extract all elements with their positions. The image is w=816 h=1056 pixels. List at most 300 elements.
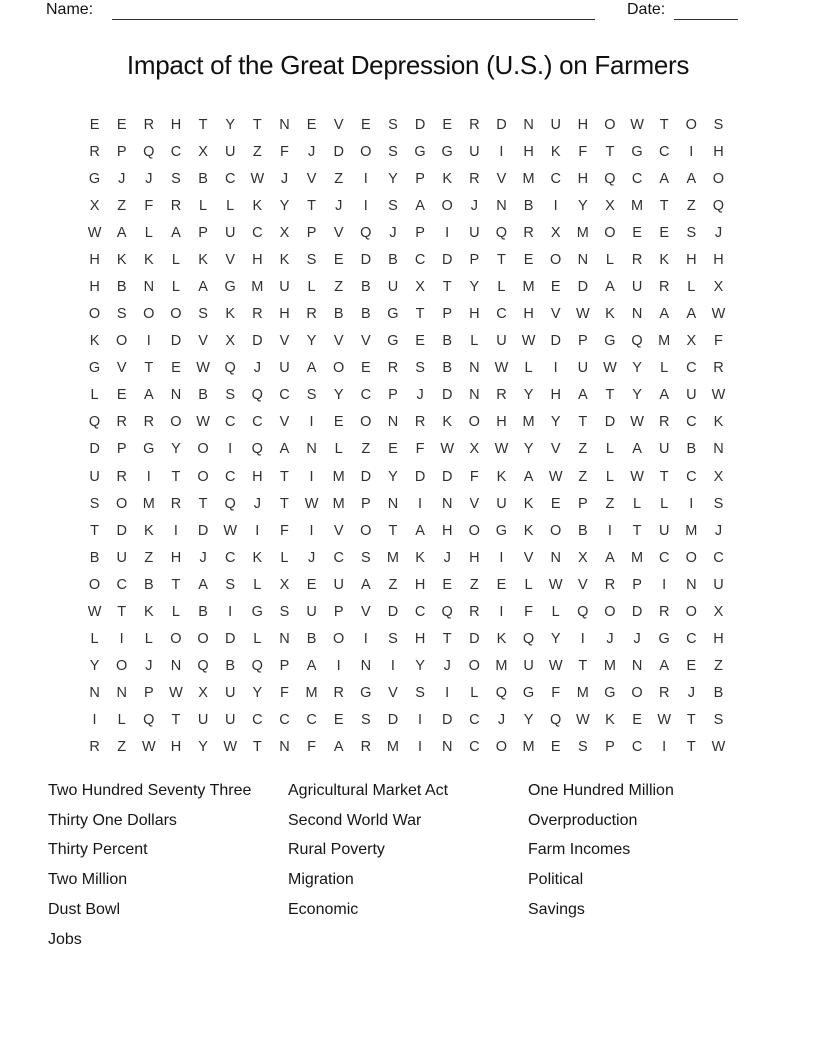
grid-letter: E bbox=[360, 360, 371, 377]
grid-letter: G bbox=[387, 333, 399, 350]
grid-letter: H bbox=[414, 631, 426, 648]
grid-letter: C bbox=[333, 549, 344, 566]
grid-letter: B bbox=[360, 306, 371, 323]
grid-letter: I bbox=[146, 333, 151, 350]
grid-letter: N bbox=[469, 387, 480, 404]
grid-letter: U bbox=[279, 360, 290, 377]
grid-letter: C bbox=[631, 739, 643, 756]
grid-letter: M bbox=[495, 658, 508, 675]
grid-letter: B bbox=[225, 658, 236, 675]
grid-letter: I bbox=[418, 712, 423, 729]
grid-letter: K bbox=[279, 251, 290, 268]
grid-letter: X bbox=[605, 197, 615, 214]
grid-letter: W bbox=[657, 712, 672, 729]
grid-letter: T bbox=[280, 495, 289, 512]
grid-letter: H bbox=[441, 522, 453, 539]
word-list-item: Farm Incomes bbox=[528, 841, 631, 859]
grid-letter: V bbox=[225, 251, 236, 268]
grid-letter: R bbox=[89, 739, 100, 756]
grid-letter: C bbox=[469, 712, 480, 729]
word-list-item: Agricultural Market Act bbox=[288, 781, 449, 799]
grid-letter: N bbox=[686, 576, 697, 593]
grid-letter: R bbox=[116, 414, 127, 431]
grid-letter: V bbox=[360, 333, 371, 350]
grid-letter: O bbox=[360, 522, 372, 539]
grid-letter: U bbox=[658, 441, 670, 458]
grid-letter: I bbox=[553, 197, 558, 214]
grid-letter: D bbox=[441, 712, 453, 729]
grid-letter: C bbox=[550, 170, 561, 187]
grid-letter: R bbox=[414, 414, 426, 431]
grid-letter: G bbox=[604, 333, 616, 350]
grid-letter: Y bbox=[523, 712, 534, 729]
grid-letter: V bbox=[198, 333, 208, 350]
grid-letter: I bbox=[553, 360, 558, 377]
grid-letter: R bbox=[469, 170, 480, 187]
grid-letter: T bbox=[415, 306, 425, 323]
grid-letter: O bbox=[170, 306, 182, 323]
grid-letter: N bbox=[279, 116, 290, 133]
grid-letter: N bbox=[441, 495, 453, 512]
grid-letter: M bbox=[522, 739, 535, 756]
grid-letter: U bbox=[496, 333, 507, 350]
grid-letter: I bbox=[662, 739, 667, 756]
grid-letter: Q bbox=[224, 360, 236, 377]
grid-letter: W bbox=[440, 441, 455, 458]
grid-letter: H bbox=[577, 116, 589, 133]
grid-letter: C bbox=[279, 712, 290, 729]
grid-letter: I bbox=[418, 495, 423, 512]
grid-letter: U bbox=[550, 116, 561, 133]
grid-letter: Z bbox=[117, 197, 127, 214]
grid-letter: X bbox=[198, 685, 208, 702]
grid-letter: L bbox=[307, 279, 316, 295]
grid-letter: E bbox=[632, 712, 642, 729]
grid-letter: T bbox=[388, 522, 398, 539]
grid-letter: A bbox=[306, 658, 317, 675]
grid-letter: T bbox=[497, 251, 506, 268]
grid-letter: R bbox=[170, 495, 182, 512]
grid-letter: B bbox=[577, 522, 588, 539]
grid-letter: I bbox=[445, 685, 450, 702]
grid-letter: F bbox=[307, 739, 316, 756]
grid-letter: H bbox=[170, 549, 182, 566]
grid-letter: A bbox=[306, 360, 317, 377]
grid-letter: Y bbox=[523, 441, 534, 458]
grid-letter: T bbox=[605, 387, 615, 404]
grid-letter: S bbox=[713, 495, 724, 512]
grid-letter: M bbox=[522, 170, 535, 187]
grid-letter: S bbox=[713, 116, 724, 133]
grid-letter: P bbox=[116, 441, 127, 458]
word-list-item: Two Hundred Seventy Three bbox=[48, 781, 252, 799]
grid-letter: L bbox=[144, 224, 153, 241]
grid-letter: J bbox=[443, 549, 451, 566]
grid-letter: V bbox=[550, 441, 561, 458]
grid-letter: N bbox=[496, 197, 507, 214]
page-title: Impact of the Great Depression (U.S.) on Farmers bbox=[126, 50, 690, 80]
grid-letter: V bbox=[116, 360, 127, 377]
grid-letter: B bbox=[333, 306, 344, 323]
grid-letter: E bbox=[632, 224, 642, 241]
grid-letter: N bbox=[279, 739, 290, 756]
grid-letter: I bbox=[418, 739, 423, 756]
grid-letter: X bbox=[279, 576, 290, 593]
grid-letter: R bbox=[252, 306, 263, 323]
word-list-item: Migration bbox=[288, 871, 354, 889]
grid-letter: X bbox=[713, 279, 724, 295]
grid-letter: W bbox=[575, 712, 590, 729]
grid-letter: O bbox=[604, 116, 616, 133]
grid-letter: T bbox=[632, 522, 642, 539]
grid-letter: O bbox=[116, 333, 128, 350]
grid-letter: C bbox=[360, 387, 372, 404]
grid-letter: W bbox=[711, 387, 726, 404]
grid-letter: Q bbox=[604, 170, 616, 187]
grid-letter: A bbox=[360, 576, 371, 593]
grid-letter: N bbox=[713, 441, 724, 458]
grid-letter: U bbox=[333, 576, 344, 593]
grid-letter: E bbox=[116, 116, 127, 133]
grid-letter: G bbox=[251, 603, 263, 620]
grid-letter: M bbox=[305, 685, 318, 702]
grid-letter: E bbox=[523, 251, 534, 268]
grid-letter: D bbox=[414, 116, 426, 133]
grid-letter: L bbox=[470, 685, 479, 702]
word-list-item: Overproduction bbox=[528, 811, 638, 829]
grid-letter: I bbox=[255, 522, 260, 539]
grid-letter: L bbox=[199, 197, 208, 214]
grid-letter: T bbox=[171, 712, 181, 729]
grid-letter: G bbox=[658, 631, 670, 648]
grid-letter: G bbox=[387, 306, 399, 323]
grid-letter: K bbox=[225, 306, 236, 323]
grid-letter: J bbox=[714, 224, 723, 241]
grid-letter: D bbox=[604, 414, 616, 431]
grid-letter: W bbox=[87, 224, 102, 241]
grid-letter: V bbox=[306, 170, 317, 187]
grid-letter: M bbox=[576, 224, 589, 241]
grid-letter: Z bbox=[605, 495, 615, 512]
grid-letter: D bbox=[360, 251, 372, 268]
grid-letter: W bbox=[548, 468, 563, 485]
grid-letter: Q bbox=[251, 441, 263, 458]
grid-letter: M bbox=[332, 468, 345, 485]
grid-letter: M bbox=[332, 495, 345, 512]
grid-letter: V bbox=[496, 170, 507, 187]
grid-letter: J bbox=[145, 170, 153, 187]
grid-letter: E bbox=[550, 739, 561, 756]
grid-letter: H bbox=[89, 251, 100, 268]
grid-letter: I bbox=[336, 658, 341, 675]
grid-letter: A bbox=[171, 224, 181, 241]
grid-letter: T bbox=[442, 631, 452, 648]
grid-letter: S bbox=[116, 306, 127, 323]
grid-letter: H bbox=[89, 279, 100, 295]
grid-letter: I bbox=[445, 224, 450, 241]
grid-letter: R bbox=[658, 603, 670, 620]
grid-letter: K bbox=[713, 414, 724, 431]
grid-letter: R bbox=[387, 360, 399, 377]
grid-letter: J bbox=[118, 170, 126, 187]
grid-letter: P bbox=[198, 224, 208, 241]
grid-letter: H bbox=[469, 549, 480, 566]
grid-letter: Y bbox=[632, 387, 642, 404]
grid-letter: H bbox=[713, 251, 724, 268]
grid-letter: L bbox=[497, 279, 506, 295]
grid-letter: J bbox=[687, 685, 695, 702]
grid-letter: F bbox=[415, 441, 425, 458]
grid-letter: Y bbox=[388, 468, 398, 485]
grid-letter: I bbox=[146, 468, 151, 485]
grid-letter: K bbox=[252, 197, 263, 214]
grid-letter: O bbox=[116, 658, 128, 675]
grid-letter: V bbox=[360, 603, 371, 620]
grid-letter: S bbox=[686, 224, 697, 241]
grid-letter: R bbox=[143, 116, 155, 133]
grid-letter: C bbox=[252, 414, 263, 431]
grid-letter: B bbox=[198, 603, 208, 620]
grid-letter: T bbox=[659, 116, 669, 133]
grid-letter: K bbox=[198, 251, 208, 268]
grid-letter: L bbox=[90, 387, 99, 404]
grid-letter: H bbox=[496, 414, 507, 431]
grid-letter: C bbox=[224, 549, 236, 566]
grid-letter: X bbox=[225, 333, 236, 350]
grid-letter: K bbox=[143, 603, 154, 620]
grid-letter: E bbox=[496, 576, 507, 593]
grid-letter: L bbox=[90, 631, 99, 648]
grid-letter: D bbox=[224, 631, 236, 648]
grid-letter: R bbox=[469, 116, 480, 133]
grid-letter: T bbox=[252, 739, 262, 756]
grid-letter: B bbox=[306, 631, 317, 648]
grid-letter: L bbox=[660, 360, 669, 377]
grid-letter: R bbox=[116, 468, 127, 485]
grid-letter: Q bbox=[224, 495, 236, 512]
grid-letter: N bbox=[116, 685, 127, 702]
grid-letter: X bbox=[686, 333, 697, 350]
grid-letter: V bbox=[469, 495, 480, 512]
grid-letter: M bbox=[386, 549, 399, 566]
grid-letter: P bbox=[577, 495, 588, 512]
grid-letter: N bbox=[387, 414, 399, 431]
grid-letter: X bbox=[469, 441, 480, 458]
grid-letter: B bbox=[360, 279, 371, 295]
grid-letter: C bbox=[686, 631, 697, 648]
grid-letter: E bbox=[306, 116, 317, 133]
grid-letter: F bbox=[144, 197, 154, 214]
grid-letter: V bbox=[388, 685, 398, 702]
grid-letter: M bbox=[522, 414, 535, 431]
grid-letter: E bbox=[333, 251, 344, 268]
grid-letter: C bbox=[306, 712, 317, 729]
grid-letter: Q bbox=[712, 197, 725, 214]
grid-letter: J bbox=[416, 387, 424, 404]
grid-letter: Z bbox=[334, 279, 344, 295]
grid-letter: V bbox=[333, 224, 344, 241]
grid-letter: N bbox=[360, 658, 372, 675]
grid-letter: D bbox=[116, 522, 127, 539]
grid-letter: Y bbox=[252, 685, 263, 702]
grid-letter: O bbox=[468, 658, 480, 675]
grid-letter: Q bbox=[360, 224, 372, 241]
word-list-item: Rural Poverty bbox=[288, 841, 385, 859]
grid-letter: D bbox=[577, 279, 589, 295]
grid-letter: M bbox=[631, 549, 644, 566]
word-list-column bbox=[528, 776, 674, 925]
grid-letter: P bbox=[306, 224, 317, 241]
grid-letter: X bbox=[713, 468, 724, 485]
grid-letter: O bbox=[360, 143, 372, 160]
grid-letter: W bbox=[711, 739, 726, 756]
grid-letter: W bbox=[250, 170, 265, 187]
grid-letter: P bbox=[632, 576, 642, 593]
grid-letter: E bbox=[442, 576, 453, 593]
grid-letter: D bbox=[469, 631, 480, 648]
grid-letter: O bbox=[550, 522, 562, 539]
grid-letter: A bbox=[605, 279, 615, 295]
grid-letter: H bbox=[550, 387, 561, 404]
grid-letter: S bbox=[415, 685, 425, 702]
grid-letter: X bbox=[89, 197, 100, 214]
grid-letter: E bbox=[442, 116, 453, 133]
grid-letter: J bbox=[470, 197, 478, 214]
grid-letter: C bbox=[252, 712, 263, 729]
grid-letter: U bbox=[224, 224, 236, 241]
grid-letter: O bbox=[197, 631, 209, 648]
grid-letter: E bbox=[550, 495, 561, 512]
grid-letter: V bbox=[550, 306, 561, 323]
grid-letter: H bbox=[523, 143, 534, 160]
grid-letter: C bbox=[224, 170, 236, 187]
grid-letter: E bbox=[360, 116, 371, 133]
grid-letter: L bbox=[253, 631, 262, 648]
grid-letter: W bbox=[548, 576, 563, 593]
grid-letter: C bbox=[224, 468, 236, 485]
grid-letter: K bbox=[523, 522, 534, 539]
grid-letter: F bbox=[469, 468, 479, 485]
grid-letter: E bbox=[116, 387, 127, 404]
grid-letter: K bbox=[143, 522, 154, 539]
grid-letter: P bbox=[279, 658, 290, 675]
grid-letter: W bbox=[711, 306, 726, 323]
grid-letter: C bbox=[224, 414, 236, 431]
grid-letter: W bbox=[575, 306, 590, 323]
grid-letter: D bbox=[387, 712, 399, 729]
grid-letter: E bbox=[171, 360, 181, 377]
grid-letter: J bbox=[199, 549, 207, 566]
grid-letter: X bbox=[279, 224, 290, 241]
grid-letter: I bbox=[173, 522, 178, 539]
grid-letter: A bbox=[686, 306, 697, 323]
grid-letter: N bbox=[523, 116, 534, 133]
grid-letter: J bbox=[443, 658, 451, 675]
grid-letter: U bbox=[387, 279, 399, 295]
grid-letter: S bbox=[388, 631, 398, 648]
grid-letter: K bbox=[659, 251, 670, 268]
grid-letter: C bbox=[414, 603, 426, 620]
word-list-column bbox=[288, 776, 448, 925]
grid-letter: C bbox=[713, 549, 724, 566]
grid-letter: S bbox=[360, 712, 371, 729]
grid-letter: Q bbox=[251, 387, 263, 404]
grid-letter: Z bbox=[578, 441, 588, 458]
grid-letter: U bbox=[496, 495, 507, 512]
grid-letter: W bbox=[630, 116, 644, 133]
grid-letter: Z bbox=[578, 468, 588, 485]
grid-letter: A bbox=[605, 549, 615, 566]
grid-letter: M bbox=[658, 333, 671, 350]
grid-letter: J bbox=[307, 549, 316, 566]
grid-letter: R bbox=[713, 360, 724, 377]
grid-letter: J bbox=[307, 143, 316, 160]
grid-letter: Q bbox=[522, 631, 535, 648]
grid-letter: K bbox=[523, 495, 534, 512]
grid-letter: L bbox=[687, 279, 696, 295]
grid-letter: S bbox=[89, 495, 100, 512]
grid-letter: F bbox=[280, 522, 289, 539]
grid-letter: U bbox=[197, 712, 209, 729]
grid-letter: M bbox=[522, 279, 535, 295]
word-list-item: Second World War bbox=[288, 811, 422, 829]
grid-letter: O bbox=[333, 631, 345, 648]
grid-letter: K bbox=[550, 143, 561, 160]
grid-letter: U bbox=[306, 603, 317, 620]
grid-letter: L bbox=[605, 468, 614, 485]
grid-letter: K bbox=[116, 251, 127, 268]
grid-letter: T bbox=[659, 197, 669, 214]
grid-letter: T bbox=[578, 414, 588, 431]
grid-letter: T bbox=[117, 603, 127, 620]
grid-letter: O bbox=[143, 306, 155, 323]
grid-letter: C bbox=[658, 549, 670, 566]
grid-letter: S bbox=[388, 197, 398, 214]
grid-letter: J bbox=[389, 224, 397, 241]
grid-letter: O bbox=[441, 197, 453, 214]
grid-letter: H bbox=[577, 170, 589, 187]
grid-letter: Z bbox=[714, 658, 723, 675]
grid-letter: C bbox=[686, 468, 697, 485]
grid-letter: J bbox=[606, 631, 614, 648]
grid-letter: E bbox=[89, 116, 100, 133]
grid-letter: G bbox=[414, 143, 426, 160]
grid-letter: R bbox=[333, 685, 344, 702]
grid-letter: S bbox=[388, 143, 398, 160]
grid-letter: Y bbox=[632, 360, 642, 377]
grid-letter: D bbox=[441, 387, 453, 404]
grid-letter: W bbox=[630, 468, 644, 485]
grid-letter: C bbox=[252, 224, 263, 241]
grid-letter: X bbox=[713, 603, 724, 620]
grid-letter: B bbox=[143, 576, 154, 593]
grid-letter: G bbox=[631, 143, 643, 160]
grid-letter: W bbox=[196, 414, 210, 431]
grid-letter: Z bbox=[388, 576, 398, 593]
grid-letter: I bbox=[309, 468, 314, 485]
grid-letter: H bbox=[713, 143, 724, 160]
grid-letter: O bbox=[604, 224, 616, 241]
word-list-item: Thirty One Dollars bbox=[48, 811, 177, 829]
grid-letter: H bbox=[170, 116, 182, 133]
grid-letter: F bbox=[280, 685, 289, 702]
grid-letter: I bbox=[607, 522, 612, 539]
grid-letter: C bbox=[686, 360, 697, 377]
grid-letter: P bbox=[442, 306, 453, 323]
grid-letter: T bbox=[171, 576, 181, 593]
grid-letter: W bbox=[87, 603, 102, 620]
grid-letter: Y bbox=[333, 387, 344, 404]
